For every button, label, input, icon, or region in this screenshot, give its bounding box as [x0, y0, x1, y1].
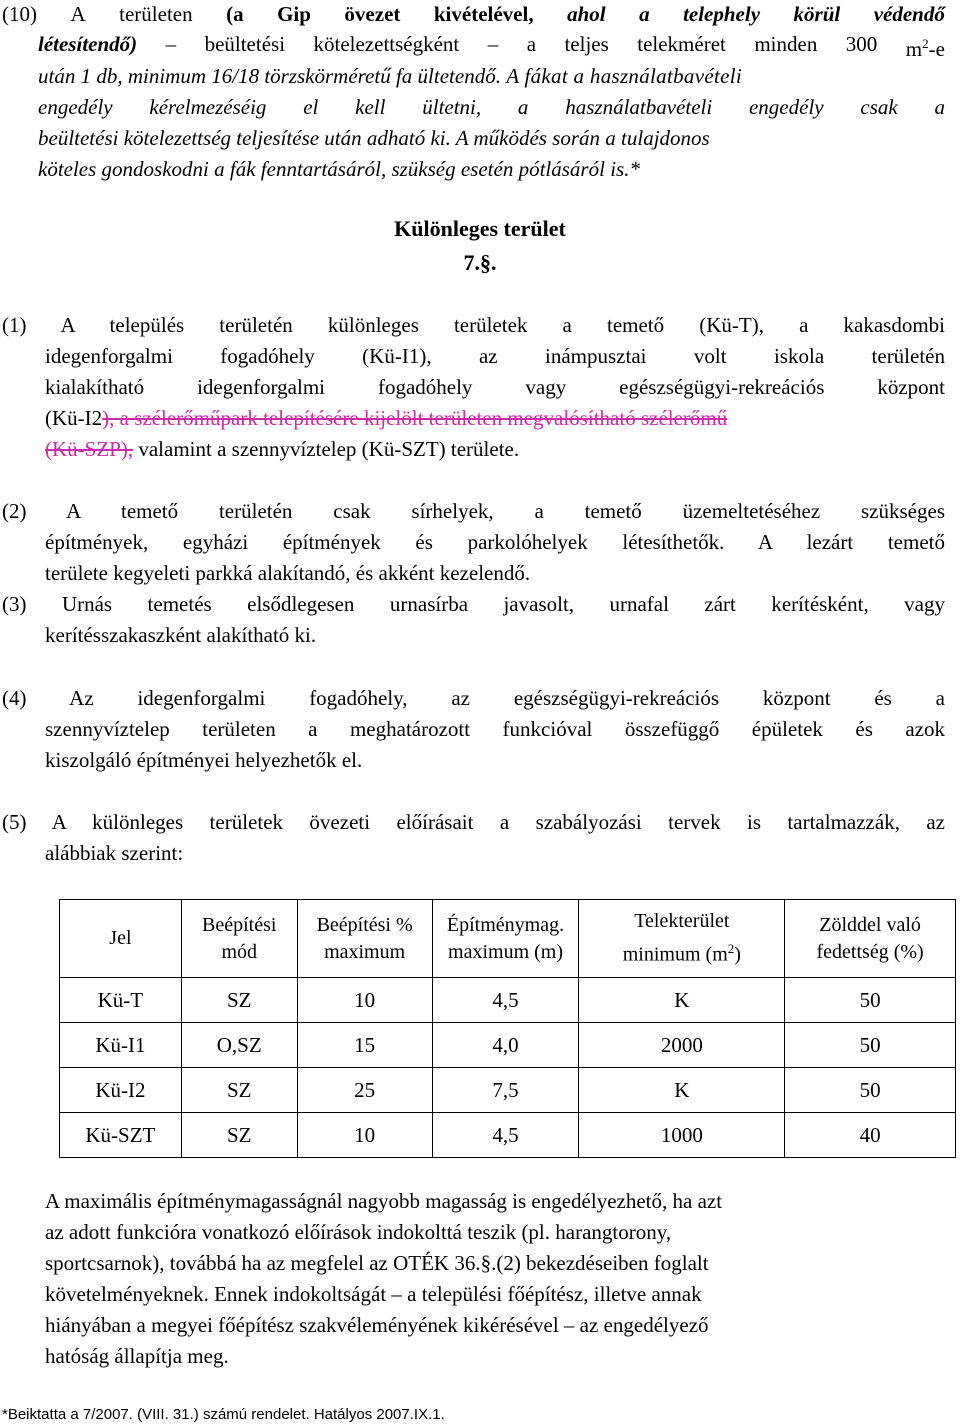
p3-line2: kerítésszakaszként alakítható ki.: [45, 623, 317, 647]
text: (10): [2, 2, 37, 26]
p3-line1: (3) Urnás temetés elsődlegesen urnasírba javasolt, urnafal zárt kerítésként, vagy: [2, 592, 945, 616]
text: –: [165, 32, 177, 56]
table-row: [60, 978, 956, 1023]
text: Gip: [277, 2, 311, 26]
cell: 10: [297, 1113, 432, 1158]
para10-line2: [38, 30, 945, 63]
cell: 50: [785, 1023, 956, 1068]
cell: SZ: [181, 1068, 297, 1113]
text: övezet: [344, 2, 401, 26]
text: a: [526, 32, 537, 56]
text: $m^2-e$: [905, 36, 945, 61]
cell: K: [579, 978, 785, 1023]
cell: 4,5: [432, 1113, 579, 1158]
cell: 2000: [579, 1023, 785, 1068]
p1-line5: (Kü-SZP), valamint a szennyvíztelep (Kü-SZT) területe.: [45, 437, 520, 461]
closing-line2: az adott funkcióra vonatkozó előírások indokolttá teszik (pl. harangtorony,: [45, 1220, 672, 1244]
cell: Kü-SZT: [60, 1113, 182, 1158]
p4-line1: (4) Az idegenforgalmi fogadóhely, az egészségügyi-rekreációs központ és a: [2, 686, 945, 710]
p4-line3: kiszolgáló építményei helyezhetők el.: [45, 748, 363, 772]
closing-line4: követelményeknek. Ennek indokoltságát – a települési főépítész, illetve annak: [45, 1282, 702, 1306]
text: területen: [119, 2, 193, 26]
cell: 4,5: [432, 978, 579, 1023]
text: 300: [845, 32, 878, 56]
cell: O,SZ: [181, 1023, 297, 1068]
col-header-beepites: Beépítési % maximum: [297, 900, 432, 978]
p2-line3: területe kegyeleti parkká alakítandó, és akként kezelendő.: [45, 561, 531, 585]
para10-line5: beültetési kötelezettség teljesítése után adható ki. A működés során a tulajdonos: [38, 126, 710, 150]
para10-line1: [2, 0, 945, 28]
para10-line4: engedély kérelmezéséig el kell ültetni, a használatbavételi engedély csak a: [38, 95, 945, 119]
col-header-telekterulet: Telekterület minimum $(m^2)$: [579, 900, 785, 978]
cell: 1000: [579, 1113, 785, 1158]
col-header-mod: Beépítési mód: [181, 900, 297, 978]
text: telephely: [683, 2, 761, 26]
table-row: [60, 1113, 956, 1158]
p1-line4: (Kü-I2), a szélerőműpark telepítésére kijelölt területen megvalósítható szélerőmű: [45, 406, 728, 430]
text: teljes: [564, 32, 609, 56]
text: védendő: [873, 2, 945, 26]
p4-line2: szennyvíztelep területen a meghatározott funkcióval összefüggő épületek és azok: [45, 717, 945, 741]
closing-line5: hiányában a megyei főépítész szakvéleményének kikérésével – az engedélyező: [45, 1313, 709, 1337]
p2-line2: építmények, egyházi építmények és parkolóhelyek létesíthetők. A lezárt temető: [45, 530, 945, 554]
text: minden: [754, 32, 818, 56]
section-number: 7.§.: [463, 250, 497, 275]
text: beültetési: [204, 32, 286, 56]
table-header-row: [60, 900, 956, 978]
cell: 10: [297, 978, 432, 1023]
p1-line1: (1) A település területén különleges területek a temető (Kü-T), a kakasdombi: [2, 313, 945, 337]
text: körül: [793, 2, 841, 26]
col-header-jel: Jel: [60, 900, 182, 978]
cell: 50: [785, 978, 956, 1023]
cell: Kü-I2: [60, 1068, 182, 1113]
cell: 15: [297, 1023, 432, 1068]
table-row: [60, 1023, 956, 1068]
cell: Kü-T: [60, 978, 182, 1023]
cell: SZ: [181, 1113, 297, 1158]
text: létesítendő): [38, 32, 138, 56]
cell: 50: [785, 1068, 956, 1113]
zoning-table: [59, 899, 956, 1158]
text: kivételével,: [433, 2, 534, 26]
p1-line2: idegenforgalmi fogadóhely (Kü-I1), az inámpusztai volt iskola területén: [45, 344, 945, 368]
footnote: *Beiktatta a 7/2007. (VIII. 31.) számú rendelet. Hatályos 2007.IX.1.: [2, 1406, 445, 1423]
cell: 7,5: [432, 1068, 579, 1113]
text: telekméret: [637, 32, 726, 56]
col-header-magassag: Építménymag. maximum (m): [432, 900, 579, 978]
para10-line6: köteles gondoskodni a fák fenntartásáról, szükség esetén pótlásáról is.*: [38, 157, 640, 181]
p1-line3: kialakítható idegenforgalmi fogadóhely vagy egészségügyi-rekreációs központ: [45, 375, 945, 399]
p5-line2: alábbiak szerint:: [45, 841, 184, 865]
cell: Kü-I1: [60, 1023, 182, 1068]
text: A: [70, 2, 86, 26]
text: ahol: [567, 2, 606, 26]
cell: 40: [785, 1113, 956, 1158]
p5-line1: (5) A különleges területek övezeti előírásait a szabályozási tervek is tartalmazzák, az: [2, 810, 945, 834]
text: (a: [226, 2, 244, 26]
closing-line1: A maximális építménymagasságnál nagyobb magasság is engedélyezhető, ha azt: [45, 1189, 723, 1213]
cell: K: [579, 1068, 785, 1113]
text: a: [639, 2, 650, 26]
col-header-zold: Zölddel való fedettség (%): [785, 900, 956, 978]
cell: 25: [297, 1068, 432, 1113]
closing-line3: sportcsarnok), továbbá ha az megfelel az OTÉK 36.§.(2) bekezdéseiben foglalt: [45, 1251, 709, 1275]
cell: 4,0: [432, 1023, 579, 1068]
text: –: [487, 32, 499, 56]
cell: SZ: [181, 978, 297, 1023]
text: kötelezettségként: [313, 32, 460, 56]
closing-line6: hatóság állapítja meg.: [45, 1344, 229, 1368]
section-heading: Különleges terület: [394, 216, 566, 241]
table-row: [60, 1068, 956, 1113]
p2-line1: (2) A temető területén csak sírhelyek, a temető üzemeltetéséhez szükséges: [2, 499, 945, 523]
para10-line3: után 1 db, minimum 16/18 törzskörméretű fa ültetendő. A fákat a használatbavételi: [38, 64, 742, 88]
